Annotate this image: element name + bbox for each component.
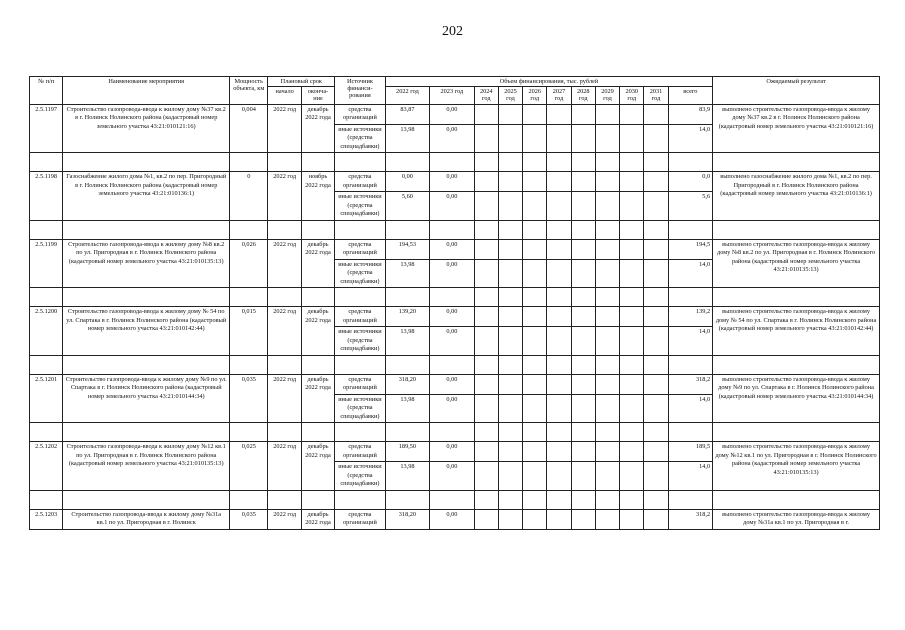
cell-y2023: 0,00 (430, 172, 474, 192)
cell-y2022: 13,98 (385, 327, 429, 356)
cell-y2027 (547, 124, 571, 153)
header-result: Ожидаемый результат (713, 77, 880, 105)
cell-y2031 (644, 192, 668, 221)
table-row (30, 307, 880, 327)
cell-name: Строительство газопровода-ввода к жилому дому № 54 по ул. Спартака в г. Нолинск Нолинского района (кадастровый номер земельного участка 43:21:010142:44) (63, 307, 230, 356)
cell-y2025 (498, 509, 522, 529)
header-plan-term: Плановый срок (268, 77, 335, 87)
cell-end: декабрь 2022 года (301, 442, 334, 491)
cell-capacity: 0,004 (230, 104, 268, 153)
cell-y2030 (620, 394, 644, 423)
header-total: всего (668, 87, 713, 104)
cell-y2029 (595, 509, 619, 529)
cell-y2029 (595, 104, 619, 124)
cell-y2028 (571, 124, 595, 153)
cell-y2031 (644, 124, 668, 153)
cell-capacity: 0,035 (230, 374, 268, 423)
header-end: оконча-ние (301, 87, 334, 104)
cell-y2024 (474, 327, 498, 356)
cell-start: 2022 год (268, 374, 301, 423)
cell-y2023: 0,00 (430, 259, 474, 288)
cell-y2026 (523, 509, 547, 529)
cell-y2024 (474, 442, 498, 462)
header-y2031: 2031 год (644, 87, 668, 104)
table-row (30, 374, 880, 394)
cell-num: 2.5.1197 (30, 104, 63, 153)
page-number: 202 (442, 24, 463, 39)
cell-y2026 (523, 394, 547, 423)
cell-end: ноябрь 2022 года (301, 172, 334, 221)
cell-start: 2022 год (268, 509, 301, 529)
cell-y2029 (595, 259, 619, 288)
cell-y2026 (523, 192, 547, 221)
cell-source-org: средства организаций (335, 442, 386, 462)
cell-total: 14,0 (668, 394, 713, 423)
cell-num: 2.5.1202 (30, 442, 63, 491)
cell-total: 14,0 (668, 259, 713, 288)
cell-y2029 (595, 307, 619, 327)
cell-total: 0,0 (668, 172, 713, 192)
cell-start: 2022 год (268, 104, 301, 153)
cell-y2029 (595, 192, 619, 221)
cell-total: 14,0 (668, 124, 713, 153)
header-y2028: 2028 год (571, 87, 595, 104)
cell-y2023: 0,00 (430, 239, 474, 259)
cell-y2024 (474, 124, 498, 153)
cell-y2022: 318,20 (385, 509, 429, 529)
cell-y2028 (571, 374, 595, 394)
cell-y2025 (498, 307, 522, 327)
cell-y2028 (571, 239, 595, 259)
row-spacer (30, 288, 880, 307)
header-y2026: 2026 год (523, 87, 547, 104)
cell-y2025 (498, 172, 522, 192)
cell-y2022: 194,53 (385, 239, 429, 259)
cell-name: Строительство газопровода-ввода к жилому дому №12 кв.1 по ул. Пригородная в г. Нолинск Нолинского района (кадастровый номер земельного участка 43:21:010135:13) (63, 442, 230, 491)
header-y2023: 2023 год (430, 87, 474, 104)
table-row (30, 172, 880, 192)
cell-y2030 (620, 192, 644, 221)
cell-y2024 (474, 374, 498, 394)
cell-y2031 (644, 327, 668, 356)
row-spacer (30, 220, 880, 239)
cell-y2027 (547, 509, 571, 529)
cell-name: Строительство газопровода-ввода к жилому дому №8 кв.2 по ул. Пригородная в г. Нолинск Нолинского района (кадастровый номер земельного участка 43:21:010135:13) (63, 239, 230, 288)
cell-y2026 (523, 259, 547, 288)
cell-y2022: 189,50 (385, 442, 429, 462)
cell-total: 14,0 (668, 462, 713, 491)
cell-y2022: 318,20 (385, 374, 429, 394)
cell-y2029 (595, 442, 619, 462)
cell-source-org: средства организаций (335, 104, 386, 124)
cell-result: выполнено строительство газопровода-ввода к жилому дому №9 по ул. Спартака в г. Нолинск Нолинского района (кадастровый номер земельного участка 43:21:010144:34) (713, 374, 880, 423)
cell-num: 2.5.1200 (30, 307, 63, 356)
cell-num: 2.5.1199 (30, 239, 63, 288)
cell-capacity: 0,025 (230, 442, 268, 491)
cell-y2031 (644, 442, 668, 462)
cell-y2023: 0,00 (430, 192, 474, 221)
cell-source-other: иные источники (средства спецнадбавки) (335, 192, 386, 221)
header-source: Источник финанси-рования (335, 77, 386, 105)
cell-source-other: иные источники (средства спецнадбавки) (335, 462, 386, 491)
cell-capacity: 0,026 (230, 239, 268, 288)
cell-y2022: 13,98 (385, 394, 429, 423)
cell-num: 2.5.1201 (30, 374, 63, 423)
cell-y2025 (498, 124, 522, 153)
cell-name: Строительство газопровода-ввода к жилому дому №37 кв.2 в г. Нолинск Нолинского района (кадастровый номер земельного участка 43:21:010121:16) (63, 104, 230, 153)
row-spacer (30, 423, 880, 442)
cell-num: 2.5.1198 (30, 172, 63, 221)
cell-y2022: 5,60 (385, 192, 429, 221)
cell-y2028 (571, 172, 595, 192)
cell-y2030 (620, 307, 644, 327)
header-y2024: 2024 год (474, 87, 498, 104)
cell-y2029 (595, 462, 619, 491)
cell-y2030 (620, 509, 644, 529)
cell-source-org: средства организаций (335, 172, 386, 192)
cell-y2029 (595, 172, 619, 192)
cell-y2024 (474, 259, 498, 288)
cell-name: Газоснабжение жилого дома №1, кв.2 по пер. Пригородный в г. Нолинск Нолинского района (кадастровый номер земельного участка 43:21:010136:1) (63, 172, 230, 221)
cell-y2022: 0,00 (385, 172, 429, 192)
cell-source-other: иные источники (средства спецнадбавки) (335, 259, 386, 288)
cell-y2024 (474, 509, 498, 529)
cell-y2030 (620, 104, 644, 124)
cell-y2023: 0,00 (430, 307, 474, 327)
cell-source-org: средства организаций (335, 307, 386, 327)
cell-y2031 (644, 374, 668, 394)
cell-y2023: 0,00 (430, 394, 474, 423)
cell-y2030 (620, 172, 644, 192)
cell-name: Строительство газопровода-ввода к жилому дому №31а кв.1 по ул. Пригородная в г. Нолинск (63, 509, 230, 529)
cell-start: 2022 год (268, 239, 301, 288)
cell-y2023: 0,00 (430, 442, 474, 462)
header-funding: Объем финансирования, тыс. рублей (385, 77, 712, 87)
cell-y2022: 13,98 (385, 124, 429, 153)
cell-y2030 (620, 374, 644, 394)
cell-source-other: иные источники (средства спецнадбавки) (335, 124, 386, 153)
cell-y2030 (620, 442, 644, 462)
cell-y2027 (547, 172, 571, 192)
cell-y2024 (474, 104, 498, 124)
cell-total: 189,5 (668, 442, 713, 462)
cell-total: 194,5 (668, 239, 713, 259)
cell-y2028 (571, 327, 595, 356)
cell-result: выполнено строительство газопровода-ввода к жилому дому №8 кв.2 по ул. Пригородная в г. Нолинск Нолинского района (кадастровый номер земельного участка 43:21:010135:13) (713, 239, 880, 288)
table-header (30, 77, 880, 105)
cell-capacity: 0,015 (230, 307, 268, 356)
cell-y2026 (523, 374, 547, 394)
cell-y2025 (498, 374, 522, 394)
cell-y2031 (644, 509, 668, 529)
cell-capacity: 0,035 (230, 509, 268, 529)
cell-y2027 (547, 104, 571, 124)
cell-y2027 (547, 192, 571, 221)
cell-start: 2022 год (268, 442, 301, 491)
cell-y2026 (523, 307, 547, 327)
cell-y2023: 0,00 (430, 374, 474, 394)
table-row (30, 104, 880, 124)
cell-y2025 (498, 442, 522, 462)
cell-y2023: 0,00 (430, 104, 474, 124)
cell-y2027 (547, 307, 571, 327)
cell-end: декабрь 2022 года (301, 239, 334, 288)
cell-y2031 (644, 172, 668, 192)
cell-y2026 (523, 462, 547, 491)
cell-y2028 (571, 192, 595, 221)
cell-y2028 (571, 442, 595, 462)
cell-end: декабрь 2022 года (301, 509, 334, 529)
cell-y2024 (474, 394, 498, 423)
cell-result: выполнено строительство газопровода-ввода к жилому дому № 54 по ул. Спартака в г. Нолинск Нолинского района (кадастровый номер земельного участка 43:21:010142:44) (713, 307, 880, 356)
cell-y2022: 139,20 (385, 307, 429, 327)
cell-y2031 (644, 259, 668, 288)
cell-y2031 (644, 307, 668, 327)
cell-y2029 (595, 327, 619, 356)
header-y2029: 2029 год (595, 87, 619, 104)
cell-total: 14,0 (668, 327, 713, 356)
cell-y2028 (571, 104, 595, 124)
cell-y2031 (644, 104, 668, 124)
cell-y2030 (620, 259, 644, 288)
row-spacer (30, 490, 880, 509)
cell-y2022: 13,98 (385, 259, 429, 288)
cell-y2028 (571, 259, 595, 288)
cell-source-org: средства организаций (335, 509, 386, 529)
cell-y2031 (644, 394, 668, 423)
funding-table (29, 76, 880, 530)
cell-y2030 (620, 124, 644, 153)
table-body (30, 104, 880, 529)
cell-y2025 (498, 192, 522, 221)
cell-y2025 (498, 462, 522, 491)
cell-capacity: 0 (230, 172, 268, 221)
cell-result: выполнено строительство газопровода-ввода к жилому дому №31а кв.1 по ул. Пригородная в г. (713, 509, 880, 529)
cell-y2028 (571, 307, 595, 327)
header-y2025: 2025 год (498, 87, 522, 104)
cell-y2027 (547, 327, 571, 356)
cell-y2022: 83,87 (385, 104, 429, 124)
cell-y2027 (547, 259, 571, 288)
cell-y2026 (523, 104, 547, 124)
cell-source-other: иные источники (средства спецнадбавки) (335, 327, 386, 356)
header-name: Наименование мероприятия (63, 77, 230, 105)
cell-y2025 (498, 239, 522, 259)
table-row (30, 509, 880, 529)
cell-result: выполнено строительство газопровода-ввода к жилому дому №37 кв.2 в г. Нолинск Нолинского района (кадастровый номер земельного участка 43:21:010121:16) (713, 104, 880, 153)
cell-y2026 (523, 124, 547, 153)
cell-y2023: 0,00 (430, 509, 474, 529)
cell-end: декабрь 2022 года (301, 307, 334, 356)
cell-end: декабрь 2022 года (301, 374, 334, 423)
row-spacer (30, 355, 880, 374)
cell-name: Строительство газопровода-ввода к жилому дому №9 по ул. Спартака в г. Нолинск Нолинского района (кадастровый номер земельного участка 43:21:010144:34) (63, 374, 230, 423)
cell-y2026 (523, 442, 547, 462)
header-capacity: Мощность объекта, км (230, 77, 268, 105)
cell-y2024 (474, 239, 498, 259)
cell-y2025 (498, 394, 522, 423)
cell-total: 83,9 (668, 104, 713, 124)
cell-y2027 (547, 374, 571, 394)
cell-y2025 (498, 327, 522, 356)
cell-y2027 (547, 442, 571, 462)
cell-y2022: 13,98 (385, 462, 429, 491)
cell-y2027 (547, 239, 571, 259)
table-row (30, 239, 880, 259)
cell-y2024 (474, 192, 498, 221)
cell-y2024 (474, 172, 498, 192)
cell-y2031 (644, 239, 668, 259)
cell-result: выполнено газоснабжение жилого дома №1, кв.2 по пер. Пригородный в г. Нолинск Нолинского района (кадастровый номер земельного участка 43:21:010136:1) (713, 172, 880, 221)
table-row (30, 442, 880, 462)
header-y2030: 2030 год (620, 87, 644, 104)
cell-y2023: 0,00 (430, 327, 474, 356)
cell-y2029 (595, 374, 619, 394)
cell-end: декабрь 2022 года (301, 104, 334, 153)
cell-y2026 (523, 172, 547, 192)
header-start: начало (268, 87, 301, 104)
cell-y2025 (498, 259, 522, 288)
cell-result: выполнено строительство газопровода-ввода к жилому дому №12 кв.1 по ул. Пригородная в г. Нолинск Нолинского района (кадастровый номер земельного участка 43:21:010135:13) (713, 442, 880, 491)
cell-y2024 (474, 307, 498, 327)
cell-y2027 (547, 394, 571, 423)
cell-total: 139,2 (668, 307, 713, 327)
cell-total: 318,2 (668, 509, 713, 529)
cell-y2027 (547, 462, 571, 491)
cell-total: 5,6 (668, 192, 713, 221)
cell-y2028 (571, 394, 595, 423)
cell-y2029 (595, 394, 619, 423)
cell-y2028 (571, 509, 595, 529)
cell-y2026 (523, 239, 547, 259)
cell-y2030 (620, 327, 644, 356)
cell-y2024 (474, 462, 498, 491)
cell-y2023: 0,00 (430, 124, 474, 153)
cell-y2030 (620, 239, 644, 259)
cell-start: 2022 год (268, 307, 301, 356)
cell-y2026 (523, 327, 547, 356)
header-y2027: 2027 год (547, 87, 571, 104)
cell-y2029 (595, 239, 619, 259)
cell-num: 2.5.1203 (30, 509, 63, 529)
cell-y2028 (571, 462, 595, 491)
cell-y2023: 0,00 (430, 462, 474, 491)
cell-source-org: средства организаций (335, 374, 386, 394)
cell-y2025 (498, 104, 522, 124)
header-y2022: 2022 год (385, 87, 429, 104)
cell-y2030 (620, 462, 644, 491)
cell-y2029 (595, 124, 619, 153)
cell-y2031 (644, 462, 668, 491)
cell-source-other: иные источники (средства спецнадбавки) (335, 394, 386, 423)
cell-source-org: средства организаций (335, 239, 386, 259)
header-num: № п/п (30, 77, 63, 105)
row-spacer (30, 153, 880, 172)
cell-start: 2022 год (268, 172, 301, 221)
cell-total: 318,2 (668, 374, 713, 394)
